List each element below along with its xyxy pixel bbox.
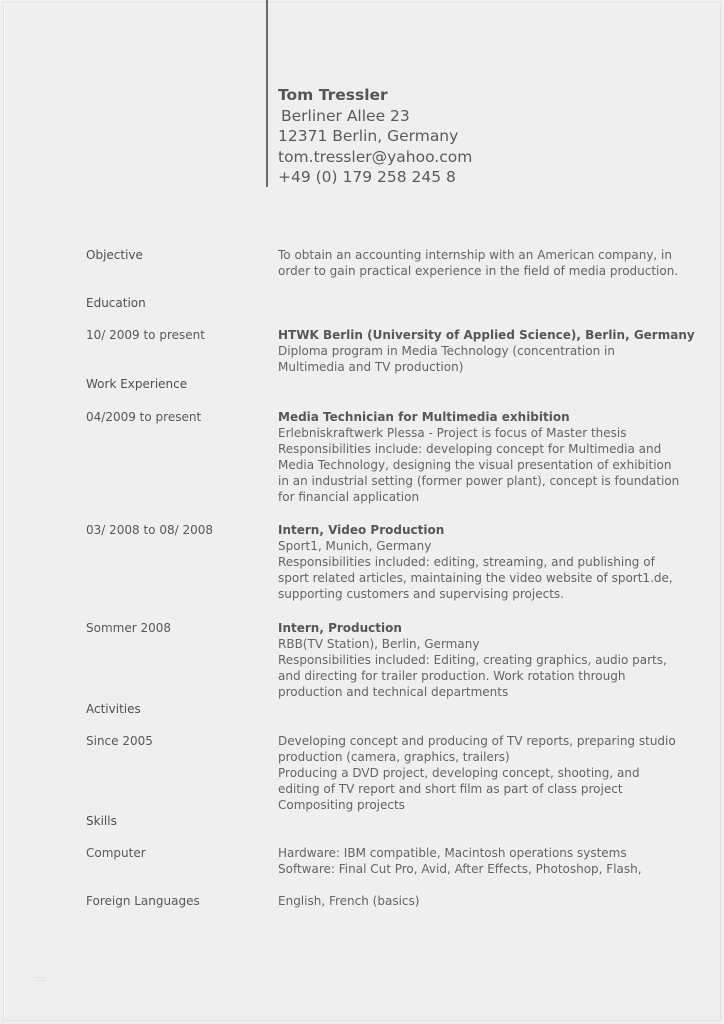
entry-body <box>278 733 676 813</box>
entry-line: Responsibilities include: developing concept for Multimedia and <box>278 442 662 456</box>
entry-line: Producing a DVD project, developing concept, shooting, and <box>278 766 640 780</box>
entry-title: Media Technician for Multimedia exhibition <box>278 410 570 424</box>
objective-line: To obtain an accounting internship with an American company, in <box>278 248 672 262</box>
entry-line: Responsibilities included: Editing, creating graphics, audio parts, <box>278 653 667 667</box>
entry-line: editing of TV report and short film as part of class project <box>278 782 623 796</box>
entry-title: Intern, Video Production <box>278 523 445 537</box>
entry-line: English, French (basics) <box>278 894 420 908</box>
entry-line: production (camera, graphics, trailers) <box>278 750 510 764</box>
city-address: 12371 Berlin, Germany <box>278 127 459 146</box>
entry-body <box>278 409 680 505</box>
entry-line: Sport1, Munich, Germany <box>278 539 432 553</box>
entry-date: 10/ 2009 to present <box>86 328 205 342</box>
entry-line: Developing concept and producing of TV reports, preparing studio <box>278 734 676 748</box>
entry-body <box>278 893 658 909</box>
email-address: tom.tressler@yahoo.com <box>278 147 473 166</box>
entry-body <box>278 327 695 375</box>
objective-line: order to gain practical experience in the field of media production. <box>278 264 679 278</box>
section-heading-activities: Activities <box>86 702 141 716</box>
objective-text <box>278 247 679 279</box>
entry-line: and directing for trailer production. Work rotation through <box>278 669 626 683</box>
entry-date: Since 2005 <box>86 734 153 748</box>
entry-line: for financial application <box>278 490 420 504</box>
section-heading-work-experience: Work Experience <box>86 377 188 391</box>
entry-line: Hardware: IBM compatible, Macintosh operations systems <box>278 846 627 860</box>
entry-line: Responsibilities included: editing, streaming, and publishing of <box>278 555 655 569</box>
header-vertical-rule <box>266 0 268 187</box>
entry-line: Erlebniskraftwerk Plessa - Project is focus of Master thesis <box>278 426 627 440</box>
entry-date: 04/2009 to present <box>86 410 202 424</box>
entry-line: supporting customers and supervising projects. <box>278 587 564 601</box>
section-heading-objective: Objective <box>86 248 143 262</box>
entry-line: Media Technology, designing the visual presentation of exhibition <box>278 458 672 472</box>
entry-title: HTWK Berlin (University of Applied Science), Berlin, Germany <box>278 328 695 342</box>
section-heading-education: Education <box>86 296 146 310</box>
street-address: Berliner Allee 23 <box>281 106 410 125</box>
contact-header <box>278 85 472 188</box>
entry-line: production and technical departments <box>278 685 509 699</box>
entry-line: in an industrial setting (former power plant), concept is foundation <box>278 474 680 488</box>
entry-label: Foreign Languages <box>86 894 200 908</box>
entry-line: Software: Final Cut Pro, Avid, After Effects, Photoshop, Flash, <box>278 862 642 876</box>
section-heading-skills: Skills <box>86 814 117 828</box>
entry-title: Intern, Production <box>278 621 402 635</box>
entry-body <box>278 522 673 602</box>
entry-body <box>278 620 667 700</box>
entry-label: Computer <box>86 846 146 860</box>
entry-line: RBB(TV Station), Berlin, Germany <box>278 637 480 651</box>
entry-date: Sommer 2008 <box>86 621 172 635</box>
faint-watermark-mark: ▫▫ <box>36 974 47 983</box>
entry-line: sport related articles, maintaining the video website of sport1.de, <box>278 571 673 585</box>
entry-line: Compositing projects <box>278 798 405 812</box>
phone-number: +49 (0) 179 258 245 8 <box>278 168 456 187</box>
entry-body <box>278 845 658 877</box>
entry-date: 03/ 2008 to 08/ 2008 <box>86 523 214 537</box>
applicant-name: Tom Tressler <box>278 86 388 104</box>
entry-line: Multimedia and TV production) <box>278 360 464 374</box>
entry-line: Diploma program in Media Technology (concentration in <box>278 344 615 358</box>
